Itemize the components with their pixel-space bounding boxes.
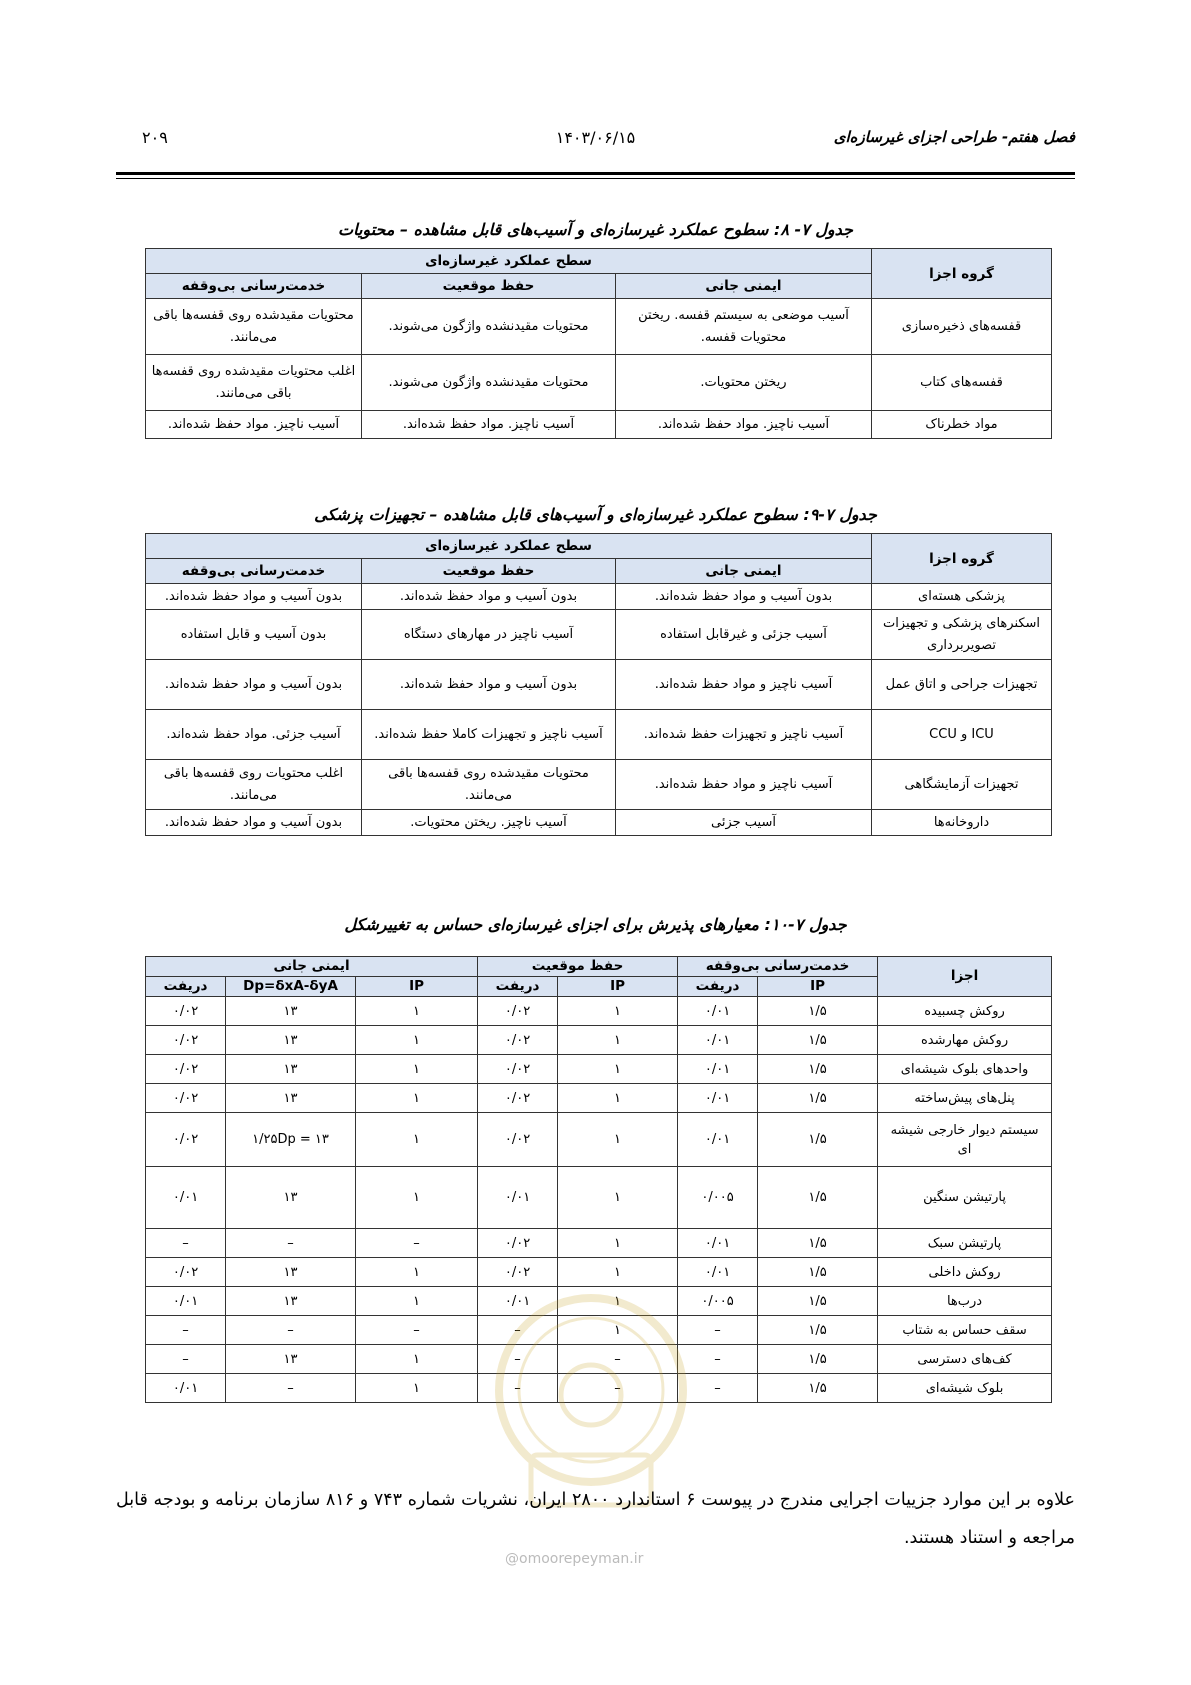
table10-service-drift: ۰/۰۱ <box>678 1258 758 1287</box>
table8-level-header: سطح عملکرد غیرسازه‌ای <box>146 249 872 274</box>
table10-caption: جدول ۷-۱۰: معیارهای پذیرش برای اجزای غیرسازه‌ای حساس به تغییرشکل <box>344 915 847 934</box>
table9-service-cell: بدون آسیب و مواد حفظ شده‌اند. <box>146 584 362 610</box>
table10-safety-ip: ۱ <box>356 1055 478 1084</box>
header-rule-thick <box>116 172 1075 175</box>
table10-sub-dp: Dp=δxA-δyA <box>226 977 356 997</box>
table10-position-ip: ۱ <box>558 997 678 1026</box>
table8-col-safety: ایمنی جانی <box>616 274 872 299</box>
table10-service-ip: ۱/۵ <box>758 1026 878 1055</box>
table10-row <box>146 1229 1052 1258</box>
page-header <box>116 128 1075 158</box>
table9 <box>145 533 1052 836</box>
table9-row <box>146 660 1052 710</box>
table10-safety-header: ایمنی جانی <box>146 957 478 977</box>
table8-position-cell: آسیب ناچیز. مواد حفظ شده‌اند. <box>362 411 616 439</box>
table8-group-cell: قفسه‌های کتاب <box>872 355 1052 411</box>
table9-position-cell: آسیب ناچیز در مهارهای دستگاه <box>362 610 616 660</box>
table9-level-header: سطح عملکرد غیرسازه‌ای <box>146 534 872 559</box>
table10-position-ip: ۱ <box>558 1084 678 1113</box>
header-rule-thin <box>116 178 1075 179</box>
table10-service-drift: ۰/۰۱ <box>678 1026 758 1055</box>
table10-part-name: روکش مهارشده <box>878 1026 1052 1055</box>
table8-position-cell: محتویات مقیدنشده واژگون می‌شوند. <box>362 299 616 355</box>
table10-service-drift: ۰/۰۰۵ <box>678 1287 758 1316</box>
table10-row <box>146 1113 1052 1167</box>
table8-row <box>146 411 1052 439</box>
table10-row <box>146 1258 1052 1287</box>
table8-safety-cell: آسیب ناچیز. مواد حفظ شده‌اند. <box>616 411 872 439</box>
table10-position-drift: ۰/۰۲ <box>478 1229 558 1258</box>
table10-safety-dp: – <box>226 1374 356 1403</box>
table10-position-ip: – <box>558 1374 678 1403</box>
table10-part-name: سیستم دیوار خارجی شیشه ای <box>878 1113 1052 1167</box>
table10-safety-drift: – <box>146 1345 226 1374</box>
table9-caption: جدول ۷-۹: سطوح عملکرد غیرسازه‌ای و آسیب‌های قابل مشاهده – تجهیزات پزشکی <box>314 505 877 524</box>
table10-safety-ip: ۱ <box>356 1113 478 1167</box>
table9-row <box>146 710 1052 760</box>
table10-service-drift: – <box>678 1374 758 1403</box>
table9-service-cell: بدون آسیب و مواد حفظ شده‌اند. <box>146 660 362 710</box>
table10-part-name: پارتیشن سنگین <box>878 1167 1052 1229</box>
table10-position-drift: ۰/۰۲ <box>478 1026 558 1055</box>
table10-service-ip: ۱/۵ <box>758 997 878 1026</box>
table9-col-service: خدمت‌رسانی بی‌وقفه <box>146 559 362 584</box>
table10-safety-drift: ۰/۰۲ <box>146 1026 226 1055</box>
table8-safety-cell: ریختن محتویات. <box>616 355 872 411</box>
table10-safety-drift: – <box>146 1229 226 1258</box>
table10-sub-ip: IP <box>558 977 678 997</box>
table10-sub-ip: IP <box>356 977 478 997</box>
table8-group-header: گروه اجزا <box>872 249 1052 299</box>
table10-safety-dp: – <box>226 1229 356 1258</box>
table10-service-ip: ۱/۵ <box>758 1055 878 1084</box>
table10-position-drift: ۰/۰۱ <box>478 1167 558 1229</box>
table10-safety-ip: ۱ <box>356 1345 478 1374</box>
table10-sub-drift: دریفت <box>146 977 226 997</box>
table10-safety-ip: ۱ <box>356 1258 478 1287</box>
table9-position-cell: آسیب ناچیز و تجهیزات کاملا حفظ شده‌اند. <box>362 710 616 760</box>
chapter-title: فصل هفتم- طراحی اجزای غیرسازه‌ای <box>833 128 1075 146</box>
table9-safety-cell: آسیب جزئی و غیرقابل استفاده <box>616 610 872 660</box>
table10-safety-dp: ۱۳ <box>226 997 356 1026</box>
table10-service-ip: ۱/۵ <box>758 1229 878 1258</box>
table8-service-cell: اغلب محتویات مقیدشده روی قفسه‌ها باقی می‌مانند. <box>146 355 362 411</box>
table8-row <box>146 355 1052 411</box>
table8-service-cell: محتویات مقیدشده روی قفسه‌ها باقی می‌مانند. <box>146 299 362 355</box>
table10-position-drift: – <box>478 1345 558 1374</box>
table10-service-drift: ۰/۰۱ <box>678 1055 758 1084</box>
table8-row <box>146 299 1052 355</box>
table9-group-cell: اسکنرهای پزشکی و تجهیزات تصویربرداری <box>872 610 1052 660</box>
table10-parts-header: اجزا <box>878 957 1052 997</box>
table10-position-drift: ۰/۰۱ <box>478 1287 558 1316</box>
table10-safety-dp: ۱۳ <box>226 1026 356 1055</box>
table10-service-ip: ۱/۵ <box>758 1113 878 1167</box>
table10-safety-drift: ۰/۰۱ <box>146 1287 226 1316</box>
table9-safety-cell: آسیب ناچیز و مواد حفظ شده‌اند. <box>616 760 872 810</box>
table9-group-cell: تجهیزات جراحی و اتاق عمل <box>872 660 1052 710</box>
table9-row <box>146 760 1052 810</box>
table9-safety-cell: آسیب ناچیز و مواد حفظ شده‌اند. <box>616 660 872 710</box>
table10-safety-ip: ۱ <box>356 1167 478 1229</box>
table10-service-drift: – <box>678 1316 758 1345</box>
table10-position-drift: ۰/۰۲ <box>478 1084 558 1113</box>
table9-service-cell: بدون آسیب و قابل استفاده <box>146 610 362 660</box>
table10-service-drift: ۰/۰۱ <box>678 1113 758 1167</box>
table9-col-safety: ایمنی جانی <box>616 559 872 584</box>
table10-safety-drift: ۰/۰۲ <box>146 997 226 1026</box>
table10-safety-drift: ۰/۰۱ <box>146 1374 226 1403</box>
header-date: ۱۴۰۳/۰۶/۱۵ <box>555 128 636 147</box>
table10-service-header: خدمت‌رسانی بی‌وقفه <box>678 957 878 977</box>
table9-group-cell: ICU و CCU <box>872 710 1052 760</box>
table9-group-header: گروه اجزا <box>872 534 1052 584</box>
table8-service-cell: آسیب ناچیز. مواد حفظ شده‌اند. <box>146 411 362 439</box>
table10-part-name: کف‌های دسترسی <box>878 1345 1052 1374</box>
table9-row <box>146 610 1052 660</box>
page-number: ۲۰۹ <box>142 128 168 147</box>
table10-safety-dp: ۱۳ <box>226 1345 356 1374</box>
table10-service-ip: ۱/۵ <box>758 1316 878 1345</box>
table10-service-drift: ۰/۰۱ <box>678 1084 758 1113</box>
table10-safety-drift: ۰/۰۲ <box>146 1113 226 1167</box>
table10-safety-drift: – <box>146 1316 226 1345</box>
table9-service-cell: آسیب جزئی. مواد حفظ شده‌اند. <box>146 710 362 760</box>
table10-part-name: بلوک شیشه‌ای <box>878 1374 1052 1403</box>
table9-group-cell: داروخانه‌ها <box>872 810 1052 836</box>
table10-row <box>146 1055 1052 1084</box>
table9-row <box>146 584 1052 610</box>
table10-safety-dp: ۱۳ <box>226 1084 356 1113</box>
table10-part-name: پنل‌های پیش‌ساخته <box>878 1084 1052 1113</box>
table10-position-ip: ۱ <box>558 1287 678 1316</box>
table10-safety-ip: ۱ <box>356 1374 478 1403</box>
table10-sub-drift: دریفت <box>478 977 558 997</box>
table10-row <box>146 1167 1052 1229</box>
closing-paragraph: علاوه بر این موارد جزییات اجرایی مندرج در پیوست ۶ استاندارد ۲۸۰۰ ایران، نشریات شماره ۷۴۳ و ۸۱۶ سازمان برنامه و بودجه قابل مراجعه و استناد هستند. <box>116 1489 1075 1548</box>
table9-service-cell: اغلب محتویات روی قفسه‌ها باقی می‌مانند. <box>146 760 362 810</box>
table10-service-drift: ۰/۰۱ <box>678 1229 758 1258</box>
table10-position-drift: – <box>478 1374 558 1403</box>
table9-row <box>146 810 1052 836</box>
table8-col-position: حفظ موقعیت <box>362 274 616 299</box>
table10-row <box>146 997 1052 1026</box>
table8-group-cell: مواد خطرناک <box>872 411 1052 439</box>
table10-safety-dp: – <box>226 1316 356 1345</box>
table10-sub-drift: دریفت <box>678 977 758 997</box>
table10-position-ip: ۱ <box>558 1229 678 1258</box>
table10-safety-dp: ۱۳ <box>226 1167 356 1229</box>
table10-position-ip: ۱ <box>558 1113 678 1167</box>
watermark-text: @omoorepeyman.ir <box>505 1551 644 1567</box>
table10-service-drift: ۰/۰۱ <box>678 997 758 1026</box>
table9-position-cell: محتویات مقیدشده روی قفسه‌ها باقی می‌مانند. <box>362 760 616 810</box>
table9-safety-cell: آسیب ناچیز و تجهیزات حفظ شده‌اند. <box>616 710 872 760</box>
table8 <box>145 248 1052 439</box>
table10-part-name: واحدهای بلوک شیشه‌ای <box>878 1055 1052 1084</box>
table10-position-ip: ۱ <box>558 1055 678 1084</box>
table10-part-name: روکش داخلی <box>878 1258 1052 1287</box>
table10-position-ip: ۱ <box>558 1258 678 1287</box>
table10-position-drift: ۰/۰۲ <box>478 997 558 1026</box>
table10-service-drift: – <box>678 1345 758 1374</box>
table10-position-drift: ۰/۰۲ <box>478 1258 558 1287</box>
table9-col-position: حفظ موقعیت <box>362 559 616 584</box>
table10-service-ip: ۱/۵ <box>758 1084 878 1113</box>
table9-group-cell: تجهیزات آزمایشگاهی <box>872 760 1052 810</box>
table10-service-ip: ۱/۵ <box>758 1258 878 1287</box>
table8-safety-cell: آسیب موضعی به سیستم قفسه. ریختن محتویات قفسه. <box>616 299 872 355</box>
table10-position-ip: ۱ <box>558 1026 678 1055</box>
table10-position-drift: ۰/۰۲ <box>478 1055 558 1084</box>
table10-position-header: حفظ موقعیت <box>478 957 678 977</box>
table10-position-drift: – <box>478 1316 558 1345</box>
table10-safety-ip: ۱ <box>356 1026 478 1055</box>
table9-safety-cell: بدون آسیب و مواد حفظ شده‌اند. <box>616 584 872 610</box>
table8-caption: جدول ۷- ۸: سطوح عملکرد غیرسازه‌ای و آسیب‌های قابل مشاهده – محتویات <box>338 220 853 239</box>
table10-safety-dp: ۱۳ = ۱/۲۵Dp <box>226 1113 356 1167</box>
table8-col-service: خدمت‌رسانی بی‌وقفه <box>146 274 362 299</box>
table10-part-name: روکش چسبیده <box>878 997 1052 1026</box>
table10-service-ip: ۱/۵ <box>758 1287 878 1316</box>
table10-safety-ip: ۱ <box>356 997 478 1026</box>
table10-safety-drift: ۰/۰۲ <box>146 1258 226 1287</box>
table9-position-cell: بدون آسیب و مواد حفظ شده‌اند. <box>362 660 616 710</box>
table10-safety-ip: ۱ <box>356 1287 478 1316</box>
table10-service-ip: ۱/۵ <box>758 1374 878 1403</box>
table10-row <box>146 1084 1052 1113</box>
table10-safety-ip: ۱ <box>356 1084 478 1113</box>
table10-part-name: سقف حساس به شتاب <box>878 1316 1052 1345</box>
table10-position-ip: – <box>558 1345 678 1374</box>
table9-position-cell: بدون آسیب و مواد حفظ شده‌اند. <box>362 584 616 610</box>
table9-service-cell: بدون آسیب و مواد حفظ شده‌اند. <box>146 810 362 836</box>
table10-safety-dp: ۱۳ <box>226 1055 356 1084</box>
table10-safety-drift: ۰/۰۲ <box>146 1055 226 1084</box>
table10-part-name: پارتیشن سبک <box>878 1229 1052 1258</box>
table10-safety-dp: ۱۳ <box>226 1258 356 1287</box>
table9-position-cell: آسیب ناچیز. ریختن محتویات. <box>362 810 616 836</box>
table10-row <box>146 1026 1052 1055</box>
table8-group-cell: قفسه‌های ذخیره‌سازی <box>872 299 1052 355</box>
table8-position-cell: محتویات مقیدنشده واژگون می‌شوند. <box>362 355 616 411</box>
table10-service-drift: ۰/۰۰۵ <box>678 1167 758 1229</box>
table9-group-cell: پزشکی هسته‌ای <box>872 584 1052 610</box>
table10-safety-dp: ۱۳ <box>226 1287 356 1316</box>
table10-position-ip: ۱ <box>558 1316 678 1345</box>
table10-safety-ip: – <box>356 1229 478 1258</box>
table10-safety-drift: ۰/۰۲ <box>146 1084 226 1113</box>
table10-position-drift: ۰/۰۲ <box>478 1113 558 1167</box>
table10-service-ip: ۱/۵ <box>758 1345 878 1374</box>
table10-position-ip: ۱ <box>558 1167 678 1229</box>
table10-sub-ip: IP <box>758 977 878 997</box>
table10-part-name: درب‌ها <box>878 1287 1052 1316</box>
table9-safety-cell: آسیب جزئی <box>616 810 872 836</box>
table10-safety-drift: ۰/۰۱ <box>146 1167 226 1229</box>
table10-service-ip: ۱/۵ <box>758 1167 878 1229</box>
table10-safety-ip: – <box>356 1316 478 1345</box>
